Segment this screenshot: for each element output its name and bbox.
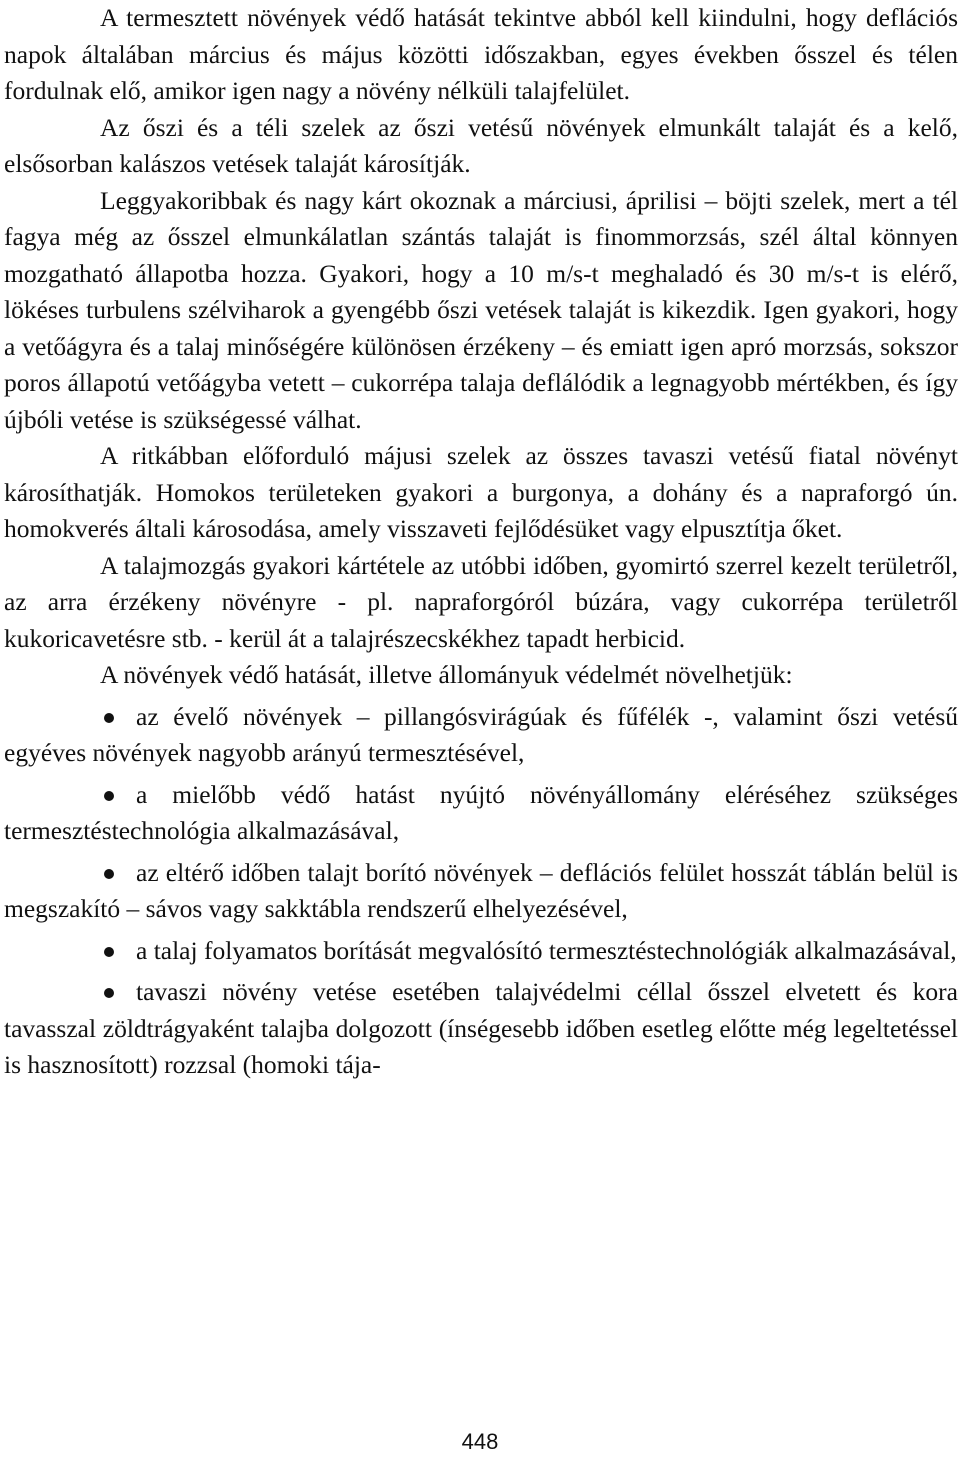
- paragraph-may-winds: A ritkábban előforduló májusi szelek az összes tavaszi vetésű fiatal növényt károsíthatják. Homokos területeken gyakori a burgonya, a dohány és a napraforgó ún. homokverés általi károsodása, amely visszaveti fejlődésüket vagy elpusztítja őket.: [4, 441, 958, 543]
- paragraph-autumn-winter-winds: Az őszi és a téli szelek az őszi vetésű növények elmunkált talaját és a kelő, elsősorban kalászos vetések talaját károsítják.: [4, 112, 958, 178]
- list-item: a mielőbb védő hatást nyújtó növényállomány eléréséhez szükséges termesztéstechnológia alkalmazásával,: [4, 777, 958, 850]
- bullet-icon: [104, 974, 116, 1011]
- paragraph-herbicide-transport: A talajmozgás gyakori kártétele az utóbbi időben, gyomirtó szerrel kezelt területről, az arra érzékeny növényre - pl. napraforgóról búzára, vagy cukorrépa területről kukoricavetésre stb. - kerül át a talajrészecskékhez tapadt herbicid.: [4, 550, 958, 653]
- paragraph-spring-winds: Leggyakoribbak és nagy kárt okoznak a márciusi, áprilisi – böjti szelek, mert a tél fagya még az ősszel elmunkálatlan szántás talaját is finommorzsás, szél által könnyen mozgatható állapotba hozza. Gyakori, hogy a 10 m/s-t meghaladó és 30 m/s-t is elérő, lökéses turbulens szélviharok a gyengébb őszi vetések talaját is kikezdik. Igen gyakori, hogy a vetőágyra és a talaj minőségére különösen érzékeny – és emiatt igen apró morzsás, sokszor poros állapotú vetőágyba vetett – cukorrépa talaja deflálódik a legnagyobb mértékben, és így újbóli vetése is szükségessé válhat.: [4, 185, 958, 434]
- paragraph-deflation-days: A termesztett növények védő hatását tekintve abból kell kiindulni, hogy deflációs napok általában március és május közötti időszakban, egyes években ősszel és télen fordulnak elő, amikor igen nagy a növény nélküli talajfelület.: [4, 3, 958, 105]
- bullet-icon: [104, 933, 116, 970]
- paragraph-protection-intro: A növények védő hatását, illetve állományuk védelmét növelhetjük:: [100, 660, 793, 689]
- bullet-icon: [104, 855, 116, 892]
- page-number: 448: [461, 1429, 499, 1454]
- document-body: [4, 0, 958, 1084]
- bullet-icon: [104, 699, 116, 736]
- bullet-icon: [104, 777, 116, 814]
- protection-methods-list: [4, 699, 958, 1084]
- list-item: az évelő növények – pillangósvirágúak és fűfélék -, valamint őszi vetésű egyéves növények nagyobb arányú termesztésével,: [4, 699, 958, 772]
- list-item: tavaszi növény vetése esetében talajvédelmi céllal ősszel elvetett és kora tavasszal zöldtrágyaként talajba dolgozott (ínségesebb időben esetleg előtte még legeltetéssel is hasznosított) rozzsal (homoki tája-: [4, 974, 958, 1084]
- list-item: az eltérő időben talajt borító növények – deflációs felület hosszát táblán belül is megszakító – sávos vagy sakktábla rendszerű elhelyezésével,: [4, 855, 958, 928]
- list-item: a talaj folyamatos borítását megvalósító termesztéstechnológiák alkalmazásával,: [4, 933, 958, 970]
